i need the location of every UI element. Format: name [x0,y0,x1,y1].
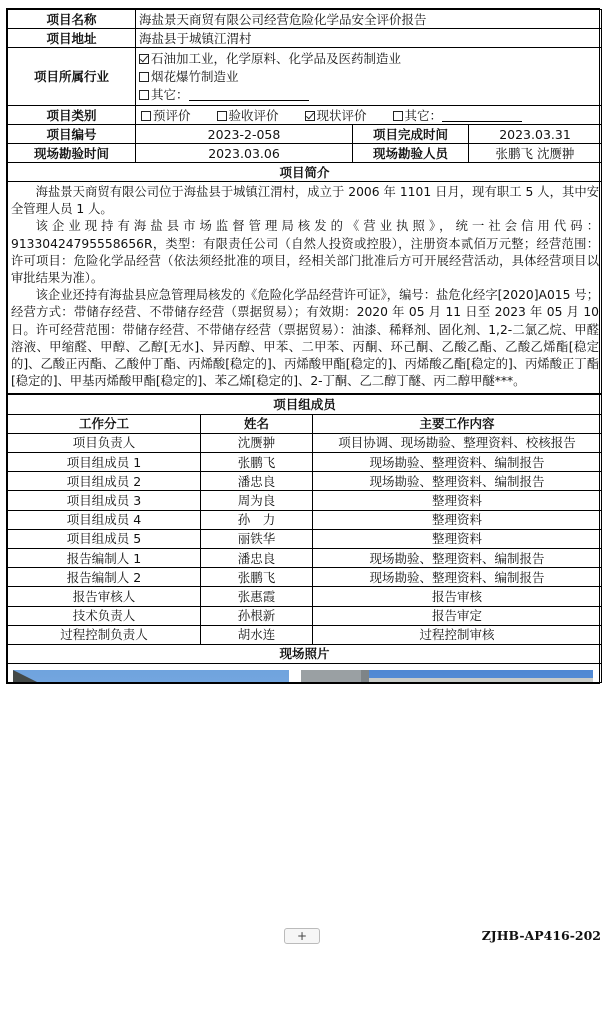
team-role: 报告编制人 1 [8,548,201,567]
basic-info-table [7,9,602,394]
industry-label: 项目所属行业 [8,48,136,106]
category-other-blank[interactable] [442,110,522,122]
intro-text [8,182,602,394]
team-work: 现场勘验、整理资料、编制报告 [313,568,602,587]
photos-title: 现场照片 [8,644,602,663]
team-header-work: 主要工作内容 [313,414,602,433]
category-option-pre[interactable]: 预评价 [141,108,191,123]
team-work: 现场勘验、整理资料、编制报告 [313,472,602,491]
team-work: 报告审定 [313,606,602,625]
industry-option-other[interactable]: 其它： [139,86,598,104]
team-role: 项目负责人 [8,433,201,452]
team-role: 项目组成员 4 [8,510,201,529]
survey-time-label: 现场勘验时间 [8,144,136,163]
team-row [8,510,602,529]
team-row [8,606,602,625]
team-row [8,548,602,567]
project-address-value: 海盐县于城镇江渭村 [136,29,602,48]
photos-cell [8,664,602,683]
category-option-other[interactable]: 其它： [393,108,523,123]
team-work: 整理资料 [313,491,602,510]
team-role: 项目组成员 1 [8,453,201,472]
team-name: 沈赝翀 [201,433,313,452]
team-row [8,491,602,510]
team-work: 整理资料 [313,529,602,548]
checkbox-icon [393,111,403,121]
checked-box-icon [305,111,315,121]
team-work: 项目协调、现场勘验、整理资料、校核报告 [313,433,602,452]
checkbox-icon [141,111,151,121]
team-role: 报告审核人 [8,587,201,606]
team-name: 孙 力 [201,510,313,529]
checkbox-icon [217,111,227,121]
finish-time-value: 2023.03.31 [469,125,602,144]
project-address-label: 项目地址 [8,29,136,48]
category-label: 项目类别 [8,106,136,125]
team-role: 项目组成员 5 [8,529,201,548]
team-row [8,472,602,491]
survey-people-label: 现场勘验人员 [353,144,469,163]
team-role: 项目组成员 3 [8,491,201,510]
site-photo-gate [301,670,593,683]
team-name: 周为良 [201,491,313,510]
intro-paragraph: 海盐景天商贸有限公司位于海盐县于城镇江渭村，成立于 2006 年 1101 日月，现有职工 5 人，其中安全管理人员 1 人。 [11,185,599,217]
category-option-acceptance[interactable]: 验收评价 [217,108,279,123]
industry-options [136,48,602,106]
site-photo-warehouse [13,670,289,683]
team-work: 整理资料 [313,510,602,529]
team-name: 潘忠良 [201,548,313,567]
team-row [8,529,602,548]
team-role: 项目组成员 2 [8,472,201,491]
team-work: 报告审核 [313,587,602,606]
survey-time-value: 2023.03.06 [136,144,353,163]
checked-box-icon [139,54,149,64]
industry-other-blank[interactable] [189,89,309,101]
team-role: 技术负责人 [8,606,201,625]
add-row-button[interactable]: + [284,928,320,944]
team-name: 潘忠良 [201,472,313,491]
project-name-label: 项目名称 [8,10,136,29]
industry-option-petrochem[interactable]: 石油加工业，化学原料、化学品及医药制造业 [139,50,598,68]
checkbox-icon [139,90,149,100]
team-row [8,625,602,644]
project-number-value: 2023-2-058 [136,125,353,144]
team-name: 孙根新 [201,606,313,625]
project-number-label: 项目编号 [8,125,136,144]
team-row [8,433,602,452]
report-form [6,8,600,684]
team-row [8,568,602,587]
finish-time-label: 项目完成时间 [353,125,469,144]
team-name: 丽铁华 [201,529,313,548]
survey-people-value: 张鹏飞 沈赝翀 [469,144,602,163]
team-title: 项目组成员 [8,395,602,414]
team-rows [8,433,602,644]
project-name-value: 海盐景天商贸有限公司经营危险化学品安全评价报告 [136,10,602,29]
team-work: 现场勘验、整理资料、编制报告 [313,453,602,472]
team-name: 胡水连 [201,625,313,644]
category-options [136,106,602,125]
document-code: ZJHB-AP416-202 [481,928,601,943]
team-header-name: 姓名 [201,414,313,433]
industry-option-fireworks[interactable]: 烟花爆竹制造业 [139,68,598,86]
intro-paragraph: 该企业现持有海盐县市场监督管理局核发的《营业执照》，统一社会信用代码：91330424795558656R，类型：有限责任公司（自然人投资或控股），注册资本贰佰万元整；经营范围：许可项目：危险化学品经营（依法须经批准的项目，经相关部门批准后方可开展经营活动，具体经营项目以审批结果为准）。 [11,219,599,286]
team-name: 张鹏飞 [201,568,313,587]
team-name: 张鹏飞 [201,453,313,472]
team-table [7,394,602,683]
intro-title: 项目简介 [8,163,602,182]
team-work: 现场勘验、整理资料、编制报告 [313,548,602,567]
team-role: 过程控制负责人 [8,625,201,644]
category-option-current[interactable]: 现状评价 [305,108,367,123]
team-row [8,587,602,606]
intro-paragraph: 该企业还持有海盐县应急管理局核发的《危险化学品经营许可证》，编号：盐危化经字[2020]A015 号；经营方式：带储存经营、不带储存经营（票据贸易）；有效期：2020 年 05 月 11 日至 2023 年 05 月 10 日。许可经营范围：带储存经营、不带储存经营（票据贸易）：油漆、稀释剂、固化剂、1,2-二氯乙烷、甲醛溶液、甲缩醛、甲醇、乙醇[无水]、异丙醇、甲苯、二甲苯、丙酮、环己酮、乙酸乙酯、乙酸乙烯酯[稳定的]、乙酸正丙酯、乙酸仲丁酯、丙烯酸[稳定的]、丙烯酸甲酯[稳定的]、丙烯酸乙酯[稳定的]、丙烯酸正丁酯[稳定的]、甲基丙烯酸甲酯[稳定的]、苯乙烯[稳定的]、2-丁酮、乙二醇丁醚、丙二醇甲醚***。 [11,288,599,389]
team-header-role: 工作分工 [8,414,201,433]
team-work: 过程控制审核 [313,625,602,644]
team-row [8,453,602,472]
team-role: 报告编制人 2 [8,568,201,587]
team-name: 张惠霞 [201,587,313,606]
checkbox-icon [139,72,149,82]
